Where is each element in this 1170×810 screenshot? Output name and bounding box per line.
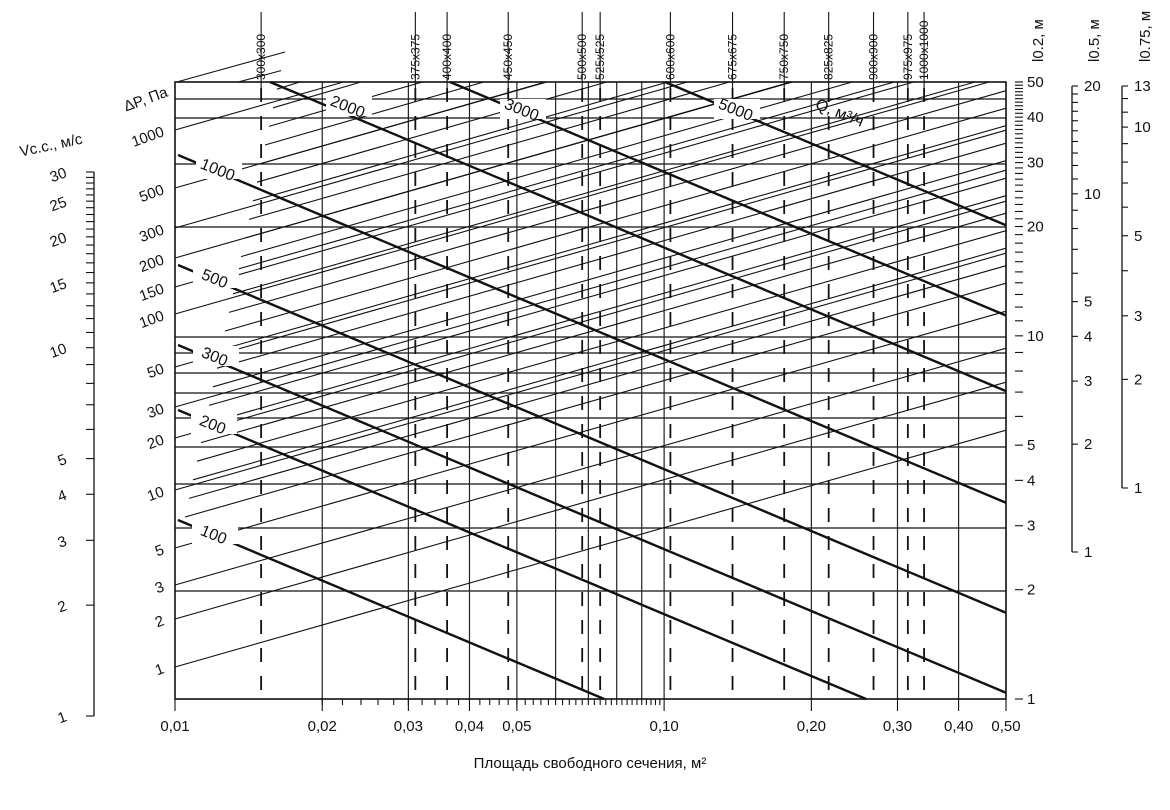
pressure-tick-label: 1000 bbox=[129, 123, 167, 151]
size-label: 400x400 bbox=[440, 33, 455, 80]
throw075-tick-label: 1 bbox=[1134, 480, 1143, 497]
throw02-tick-label: 1 bbox=[1027, 691, 1036, 708]
x-tick-label: 0,03 bbox=[393, 718, 423, 735]
velocity-tick-label: 10 bbox=[47, 340, 70, 362]
size-label: 750x750 bbox=[777, 33, 792, 80]
throw02-tick-label: 2 bbox=[1027, 581, 1036, 599]
x-tick-label: 0,30 bbox=[882, 718, 913, 735]
throw075-tick-label: 10 bbox=[1134, 119, 1151, 137]
size-label: 500x500 bbox=[575, 33, 590, 80]
size-label: 600x600 bbox=[663, 33, 678, 80]
x-tick-label: 0,04 bbox=[454, 718, 485, 735]
flow-label: 3000 bbox=[501, 95, 542, 125]
pressure-tick-label: 5 bbox=[152, 541, 167, 561]
size-label: 1000x1000 bbox=[917, 20, 932, 80]
throw05-tick-label: 1 bbox=[1084, 544, 1093, 561]
pressure-axis-title: ΔP, Па bbox=[121, 83, 171, 116]
throw02-tick-label: 50 bbox=[1027, 74, 1044, 91]
throw05-tick-label: 3 bbox=[1084, 373, 1093, 391]
x-tick-label: 0,50 bbox=[991, 718, 1021, 735]
velocity-tick-label: 25 bbox=[47, 193, 70, 216]
throw02-tick-label: 20 bbox=[1027, 218, 1044, 236]
throw02-tick-label: 5 bbox=[1027, 437, 1036, 455]
throw02-tick-label: 10 bbox=[1027, 327, 1044, 345]
x-axis-title: Площадь свободного сечения, м² bbox=[473, 755, 707, 772]
flow-label: 500 bbox=[198, 266, 231, 293]
pressure-tick-label: 500 bbox=[137, 181, 167, 206]
x-tick-label: 0,20 bbox=[796, 718, 826, 735]
flow-label: 300 bbox=[198, 344, 231, 371]
throw05-tick-label: 4 bbox=[1084, 328, 1093, 346]
flow-label: 1000 bbox=[197, 155, 238, 185]
pressure-tick-label: 20 bbox=[144, 431, 167, 454]
size-label: 300x300 bbox=[254, 33, 269, 80]
throw02-tick-label: 40 bbox=[1027, 109, 1044, 127]
velocity-tick-label: 2 bbox=[55, 597, 70, 617]
pressure-tick-label: 2 bbox=[152, 612, 167, 632]
throw02-axis-title: l0.2, м bbox=[1030, 19, 1047, 62]
throw05-tick-label: 5 bbox=[1084, 293, 1093, 311]
throw075-tick-label: 13 bbox=[1134, 78, 1151, 95]
throw02-tick-label: 3 bbox=[1027, 517, 1036, 535]
velocity-tick-label: 4 bbox=[55, 486, 70, 506]
pressure-tick-label: 1 bbox=[152, 660, 167, 680]
size-label: 825x825 bbox=[821, 33, 836, 80]
throw075-tick-label: 5 bbox=[1134, 227, 1143, 245]
throw05-tick-label: 10 bbox=[1084, 185, 1101, 203]
pressure-tick-label: 50 bbox=[144, 360, 167, 383]
size-label: 900x900 bbox=[866, 33, 881, 80]
throw02-tick-label: 4 bbox=[1027, 472, 1036, 490]
size-label: 450x450 bbox=[501, 33, 516, 80]
velocity-tick-label: 5 bbox=[55, 451, 70, 470]
velocity-axis-title: Vс.с., м/с bbox=[18, 130, 84, 161]
throw075-tick-label: 2 bbox=[1134, 371, 1143, 389]
x-tick-label: 0,40 bbox=[943, 718, 974, 735]
throw075-tick-label: 3 bbox=[1134, 307, 1143, 325]
throw05-tick-label: 20 bbox=[1084, 78, 1101, 95]
pressure-tick-label: 200 bbox=[137, 251, 167, 276]
velocity-tick-label: 20 bbox=[47, 229, 70, 252]
throw075-axis-title: l0.75, м bbox=[1137, 10, 1154, 62]
throw05-tick-label: 2 bbox=[1084, 436, 1093, 454]
x-tick-label: 0,01 bbox=[160, 718, 190, 735]
flow-axis-title: Q, м³/ч bbox=[812, 96, 867, 131]
pressure-tick-label: 3 bbox=[152, 578, 167, 598]
size-label: 525x525 bbox=[593, 33, 608, 80]
x-tick-label: 0,10 bbox=[649, 718, 679, 735]
flow-label: 200 bbox=[196, 412, 229, 439]
velocity-tick-label: 3 bbox=[55, 532, 70, 552]
size-label: 675x675 bbox=[725, 33, 740, 80]
x-tick-label: 0,02 bbox=[307, 718, 337, 735]
flow-label: 100 bbox=[197, 522, 230, 549]
x-tick-label: 0,05 bbox=[502, 718, 532, 735]
flow-label: 5000 bbox=[715, 95, 756, 125]
pressure-tick-label: 30 bbox=[144, 400, 167, 423]
pressure-tick-label: 10 bbox=[144, 483, 167, 506]
velocity-tick-label: 15 bbox=[47, 275, 70, 298]
velocity-tick-label: 1 bbox=[55, 708, 70, 728]
throw05-axis-title: l0.5, м bbox=[1086, 19, 1103, 62]
throw02-tick-label: 30 bbox=[1027, 154, 1044, 172]
velocity-tick-label: 30 bbox=[47, 164, 70, 187]
pressure-tick-label: 300 bbox=[137, 221, 167, 246]
size-label: 975x975 bbox=[900, 33, 915, 80]
flow-label: 2000 bbox=[327, 92, 368, 122]
pressure-tick-label: 100 bbox=[137, 307, 167, 332]
pressure-tick-label: 150 bbox=[137, 280, 167, 305]
size-label: 375x375 bbox=[408, 33, 423, 80]
